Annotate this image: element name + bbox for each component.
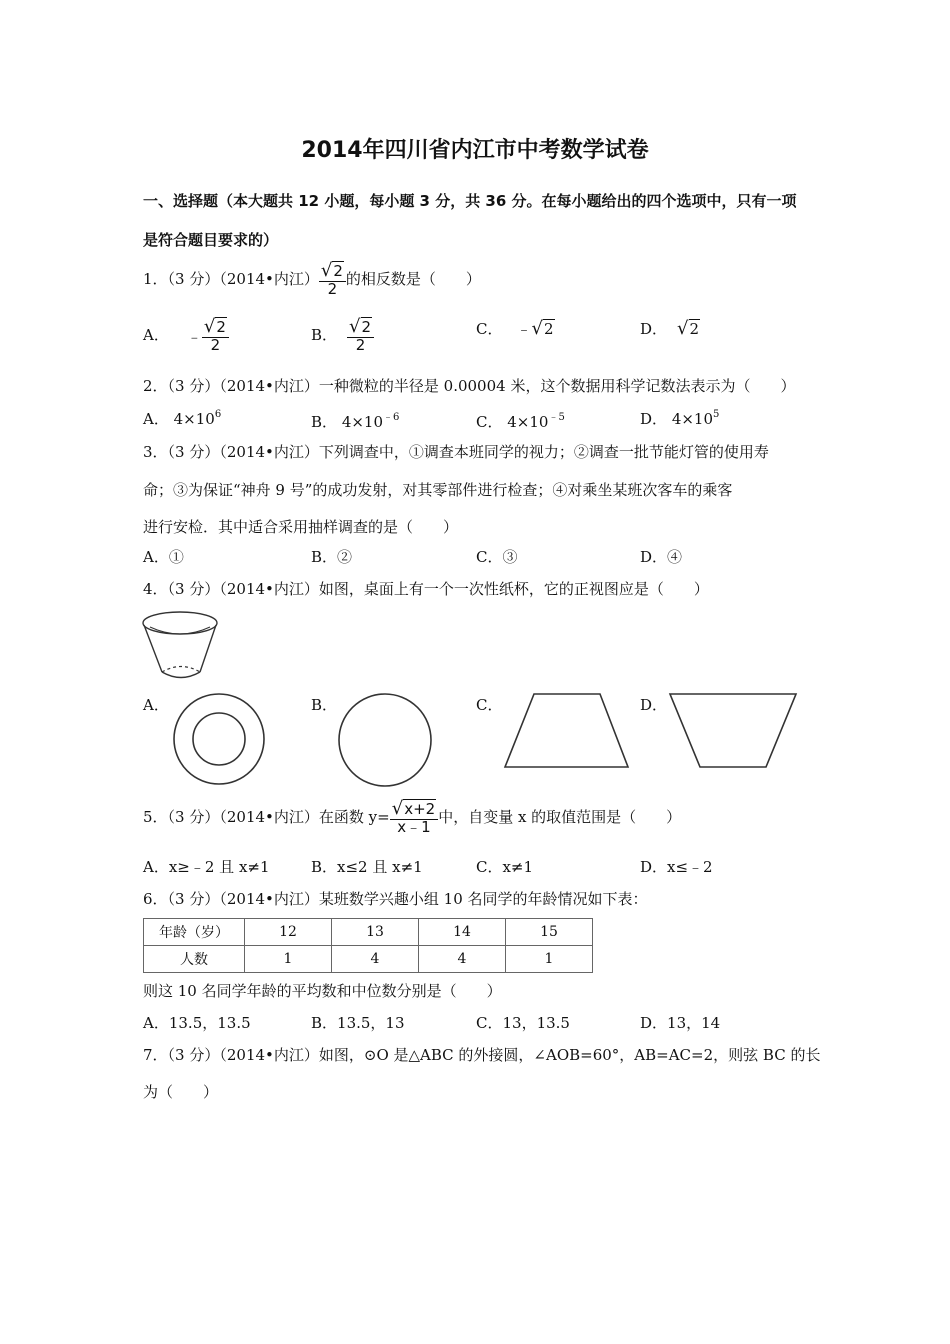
q4-option-c-label: C． xyxy=(476,696,503,714)
table-row xyxy=(144,919,593,946)
q6-question: 则这 10 名同学年龄的平均数和中位数分别是（ ） xyxy=(143,982,502,1000)
paper-cup-figure xyxy=(138,605,228,685)
sqrt-icon: √ xyxy=(677,318,689,339)
question-7: 7．（3 分）（2014•内江）如图，⊙O 是△ABC 的外接圆，∠AOB=60°，AB=AC=2，则弦 BC 的长 xyxy=(143,1046,821,1064)
section-heading-cont: 是符合题目要求的） xyxy=(143,231,279,249)
age-table xyxy=(143,918,593,973)
q1-option-b: B． $\frac{√2}{2}$ xyxy=(311,318,374,354)
q1-option-c: C． ﹣√2 xyxy=(476,318,554,339)
question-5: 5．（3 分）（2014•内江）在函数 y= $\frac{√x+2}{x﹣1}$ 中，自变量 x 的取值范围是（ ） xyxy=(143,798,682,836)
q2-option-a: A． $4\times 10^6$ xyxy=(143,409,222,428)
q6-option-d: D．13，14 xyxy=(640,1014,721,1032)
q4-option-c-figure xyxy=(502,692,632,772)
q1-fraction: $\frac{√2}{2}$ xyxy=(319,262,346,298)
q1-option-a: A． ﹣ $\frac{√2}{2}$ xyxy=(143,318,229,354)
question-3-cont: 命；③为保证“神舟 9 号”的成功发射，对其零部件进行检查；④对乘坐某班次客车的乘客 xyxy=(143,481,733,499)
q4-option-b-figure xyxy=(337,692,435,790)
sqrt-icon: √ xyxy=(391,798,404,819)
q1-tail: 的相反数是（ ） xyxy=(345,269,481,288)
q3-option-d: D．④ xyxy=(640,548,683,566)
table-cell: 人数 xyxy=(144,946,245,973)
table-cell: 4 xyxy=(419,946,506,973)
q5-option-a: A．x≥﹣2 且 x≠1 xyxy=(143,858,270,876)
question-4: 4．（3 分）（2014•内江）如图，桌面上有一个一次性纸杯，它的正视图应是（ ） xyxy=(143,580,709,598)
table-cell: 1 xyxy=(506,946,593,973)
q2-option-c: C． $4\times 10^{﹣5}$ xyxy=(476,412,565,431)
question-6: 6．（3 分）（2014•内江）某班数学兴趣小组 10 名同学的年龄情况如下表： xyxy=(143,890,648,908)
sqrt-icon: √ xyxy=(203,316,216,337)
table-cell: 15 xyxy=(506,919,593,946)
q6-option-a: A．13.5，13.5 xyxy=(143,1014,251,1032)
q4-option-d-figure xyxy=(667,692,799,772)
table-row xyxy=(144,946,593,973)
q6-option-c: C．13，13.5 xyxy=(476,1014,570,1032)
section-heading: 一、选择题（本大题共 12 小题，每小题 3 分，共 36 分。在每小题给出的四个选项中，只有一项 xyxy=(143,192,797,210)
sqrt-icon: √ xyxy=(531,318,543,339)
table-cell: 4 xyxy=(332,946,419,973)
page-title: 2014年四川省内江市中考数学试卷 xyxy=(301,138,649,163)
table-cell: 12 xyxy=(245,919,332,946)
q4-option-a-label: A． xyxy=(143,696,169,714)
q5-option-d: D．x≤﹣2 xyxy=(640,858,713,876)
table-cell: 14 xyxy=(419,919,506,946)
q4-option-a-figure xyxy=(172,692,268,788)
q3-option-a: A．① xyxy=(143,548,184,566)
q1-number: 1． xyxy=(143,269,168,288)
question-3: 3．（3 分）（2014•内江）下列调查中，①调查本班同学的视力；②调查一批节能灯管的使用寿 xyxy=(143,443,769,461)
q4-option-b-label: B． xyxy=(311,696,338,714)
table-cell: 1 xyxy=(245,946,332,973)
q5-option-c: C．x≠1 xyxy=(476,858,534,876)
q2-option-b: B． $4\times 10^{﹣6}$ xyxy=(311,412,400,431)
question-1 xyxy=(143,262,481,298)
sqrt-icon: √ xyxy=(349,316,361,337)
q1-meta: （3 分）（2014•内江） xyxy=(167,269,319,288)
q6-option-b: B．13.5，13 xyxy=(311,1014,405,1032)
q3-option-c: C．③ xyxy=(476,548,518,566)
sqrt-icon: √ xyxy=(320,260,333,281)
q2-option-d: D． $4\times 10^5$ xyxy=(640,409,720,428)
q3-option-b: B．② xyxy=(311,548,353,566)
q5-option-b: B．x≤2 且 x≠1 xyxy=(311,858,423,876)
table-cell: 年龄（岁） xyxy=(144,919,245,946)
q5-fraction: $\frac{√x+2}{x﹣1}$ xyxy=(390,800,438,836)
question-7-cont: 为（ ） xyxy=(143,1083,219,1101)
question-3-cont2: 进行安检．其中适合采用抽样调查的是（ ） xyxy=(143,518,459,536)
table-cell: 13 xyxy=(332,919,419,946)
question-2: 2．（3 分）（2014•内江）一种微粒的半径是 0.00004 米，这个数据用科学记数法表示为（ ） xyxy=(143,377,796,395)
q4-option-d-label: D． xyxy=(640,696,668,714)
q1-option-d: D． √2 xyxy=(640,318,700,339)
